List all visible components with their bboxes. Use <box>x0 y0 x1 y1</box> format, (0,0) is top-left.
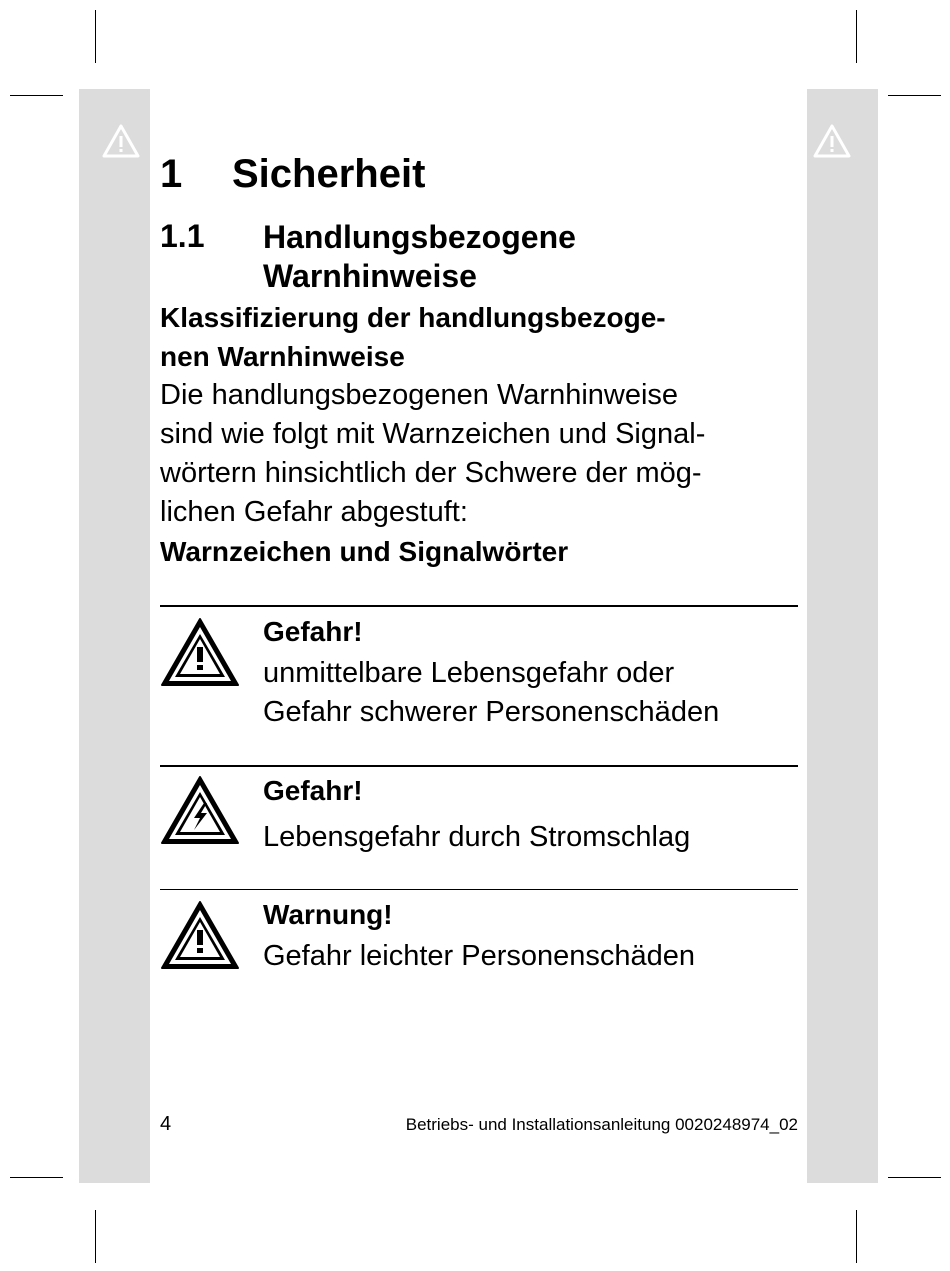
crop-mark <box>10 1177 63 1178</box>
heading-line: Klassifizierung der handlungsbezoge- <box>160 302 666 333</box>
crop-mark <box>95 1210 96 1263</box>
warning-title: Gefahr! <box>263 775 363 806</box>
right-margin-band <box>807 89 878 1183</box>
warning-title: Gefahr! <box>263 616 363 647</box>
page-number: 4 <box>160 1113 172 1135</box>
section-heading <box>160 150 425 198</box>
warning-description <box>263 937 803 976</box>
table-rule <box>160 889 798 890</box>
crop-mark <box>10 95 63 96</box>
body-line: sind wie folgt mit Warnzeichen und Signal- <box>160 418 706 450</box>
crop-mark <box>856 1210 857 1263</box>
warning-triangle-icon <box>813 124 851 158</box>
table-rule <box>160 605 798 607</box>
heading-line: nen Warnhinweise <box>160 341 405 372</box>
crop-mark <box>856 10 857 63</box>
warning-title: Warnung! <box>263 899 393 930</box>
crop-mark <box>888 95 941 96</box>
subsection-title-line: Warnhinweise <box>263 258 477 294</box>
classification-body <box>160 376 798 532</box>
document-reference: Betriebs- und Installationsanleitung 0020248974_02 <box>405 1115 798 1134</box>
table-rule <box>160 765 798 767</box>
table-heading: Warnzeichen und Signalwörter <box>160 536 569 567</box>
warning-line: unmittelbare Lebensgefahr oder <box>263 657 675 689</box>
body-line: lichen Gefahr abgestuft: <box>160 496 468 528</box>
warning-line: Gefahr schwerer Personenschäden <box>263 696 720 728</box>
subsection-title-line: Handlungsbezogene <box>263 219 576 255</box>
body-line: wörtern hinsichtlich der Schwere der mög- <box>160 457 702 489</box>
classification-heading <box>160 298 798 376</box>
subsection-number: 1.1 <box>160 218 205 254</box>
electric-shock-warning-icon <box>160 775 240 845</box>
warning-line: Gefahr leichter Personenschäden <box>263 940 696 972</box>
crop-mark <box>888 1177 941 1178</box>
warning-description <box>263 654 803 732</box>
section-number: 1 <box>160 152 183 196</box>
left-margin-band <box>79 89 150 1183</box>
warning-line: Lebensgefahr durch Stromschlag <box>263 821 691 853</box>
classification-section <box>160 298 798 571</box>
body-line: Die handlungsbezogenen Warnhinweise <box>160 379 679 411</box>
section-title: Sicherheit <box>232 152 426 196</box>
subsection-title <box>263 218 783 296</box>
warning-triangle-icon <box>102 124 140 158</box>
exclamation-warning-icon <box>160 900 240 970</box>
crop-mark <box>95 10 96 63</box>
exclamation-warning-icon <box>160 617 240 687</box>
warning-description <box>263 818 803 857</box>
